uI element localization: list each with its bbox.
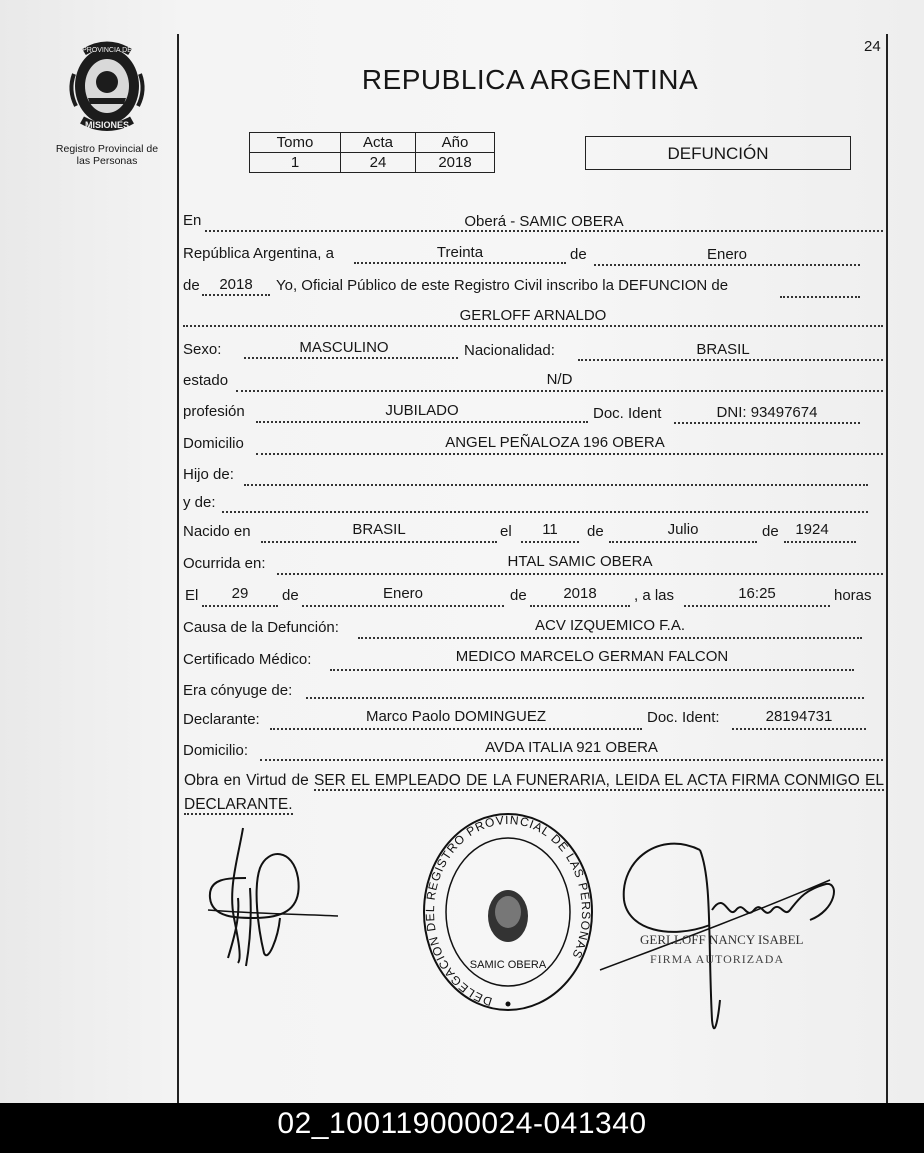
certificado-dotted-line — [330, 669, 854, 671]
domicilio2-label: Domicilio: — [183, 742, 249, 759]
register-table — [249, 132, 495, 173]
el-label-2: El — [185, 587, 199, 604]
fall-mes-dotted-line — [302, 605, 504, 607]
logo-caption-line-1: Registro Provincial de — [55, 143, 159, 155]
domicilio-value: ANGEL PEÑALOZA 196 OBERA — [445, 434, 665, 451]
yde-label: y de: — [183, 494, 216, 511]
hora-dotted-line — [684, 605, 830, 607]
right-margin-line — [886, 34, 888, 1103]
nacido-anio-dotted-line — [784, 541, 856, 543]
fall-anio-dotted-line — [530, 605, 630, 607]
alas-label: , a las — [634, 587, 675, 604]
year-value: 2018 — [219, 276, 253, 293]
register-value-tomo: 1 — [250, 153, 341, 173]
de-label-6: de — [510, 587, 527, 604]
register-value-acta: 24 — [341, 153, 416, 173]
day-word-value: Treinta — [436, 244, 484, 261]
name-dotted-line — [183, 325, 883, 327]
obra-label: Obra en Virtud de — [184, 772, 309, 789]
conyuge-dotted-line — [306, 697, 864, 699]
de-label-5: de — [282, 587, 299, 604]
profesion-dotted-line — [256, 421, 588, 423]
act-type-box: DEFUNCIÓN — [585, 136, 851, 170]
hijo-dotted-line — [244, 484, 868, 486]
day-dotted-line — [354, 262, 566, 264]
doc-value: DNI: 93497674 — [716, 404, 818, 421]
nacido-lugar-value: BRASIL — [352, 521, 406, 538]
de-label-4: de — [762, 523, 779, 540]
fall-anio-value: 2018 — [563, 585, 597, 602]
nacido-mes-dotted-line — [609, 541, 757, 543]
footer-code-bar: 02_100119000024-041340 — [0, 1103, 924, 1153]
register-header-tomo: Tomo — [250, 133, 341, 153]
profesion-label: profesión — [183, 403, 245, 420]
nacido-anio-value: 1924 — [795, 521, 829, 538]
sexo-label: Sexo: — [183, 341, 222, 358]
republica-label: República Argentina, a — [183, 245, 334, 262]
month-dotted-line — [594, 264, 860, 266]
seal-inner-text: SAMIC OBERA — [469, 959, 547, 971]
sexo-dotted-line — [244, 357, 458, 359]
deceased-name: GERLOFF ARNALDO — [459, 307, 607, 324]
conyuge-label: Era cónyuge de: — [183, 682, 293, 699]
declarant-signature — [198, 818, 348, 968]
en-label: En — [183, 212, 202, 229]
nacido-lugar-dotted-line — [261, 541, 497, 543]
left-margin-line — [177, 34, 179, 1103]
yde-dotted-line — [222, 511, 868, 513]
certificado-label: Certificado Médico: — [183, 651, 312, 668]
sexo-value: MASCULINO — [299, 339, 389, 356]
stamp-name: GERLLOFF NANCY ISABEL — [640, 932, 804, 947]
nacido-label: Nacido en — [183, 523, 251, 540]
doc-label: Doc. Ident — [593, 405, 662, 422]
register-header-anio: Año — [416, 133, 495, 153]
domicilio2-value: AVDA ITALIA 921 OBERA — [485, 739, 658, 756]
year-dotted-line — [202, 294, 270, 296]
certificado-value: MEDICO MARCELO GERMAN FALCON — [455, 648, 729, 665]
fall-dia-dotted-line — [202, 605, 278, 607]
official-seal — [420, 808, 596, 1018]
ocurrida-value: HTAL SAMIC OBERA — [507, 553, 653, 570]
de-label-1: de — [570, 246, 587, 263]
stamp-caption: FIRMA AUTORIZADA — [650, 952, 785, 966]
authorized-signature — [600, 820, 850, 1050]
page-title: REPUBLICA ARGENTINA — [361, 64, 699, 95]
ocurrida-dotted-line — [277, 573, 883, 575]
causa-value: ACV IZQUEMICO F.A. — [534, 617, 685, 634]
inscribo-text: Yo, Oficial Público de este Registro Civil inscribo la DEFUNCION de — [276, 277, 729, 294]
domicilio-dotted-line — [256, 453, 883, 455]
horas-label: horas — [834, 587, 872, 604]
fall-dia-value: 29 — [231, 585, 249, 602]
misiones-crest-logo — [62, 40, 152, 132]
de-label-3: de — [587, 523, 604, 540]
estado-dotted-line — [236, 390, 883, 392]
domicilio2-dotted-line — [260, 759, 883, 761]
logo-top-text: PROVINCIA DE — [82, 47, 132, 54]
doc2-value: 28194731 — [765, 708, 833, 725]
fall-mes-value: Enero — [382, 585, 424, 602]
register-header-acta: Acta — [341, 133, 416, 153]
nacido-dia-dotted-line — [521, 541, 579, 543]
doc-dotted-line — [674, 422, 860, 424]
nacido-mes-value: Julio — [667, 521, 699, 538]
hora-value: 16:25 — [738, 585, 776, 602]
estado-value: N/D — [546, 371, 573, 388]
profesion-value: JUBILADO — [385, 402, 459, 419]
el-label: el — [500, 523, 512, 540]
en-value: Oberá - SAMIC OBERA — [464, 213, 624, 230]
logo-caption — [44, 143, 170, 167]
month-value: Enero — [706, 246, 748, 263]
logo-caption-line-2: las Personas — [76, 155, 138, 167]
de-label-2: de — [183, 277, 200, 294]
nacido-dia-value: 11 — [542, 521, 558, 538]
causa-label: Causa de la Defunción: — [183, 619, 339, 636]
doc2-dotted-line — [732, 728, 866, 730]
logo-bottom-text: MISIONES — [84, 120, 130, 130]
inscribo-dotted-line — [780, 296, 860, 298]
obra-text: SER EL EMPLEADO DE LA FUNERARIA, LEIDA EL ACTA FIRMA CONMIGO EL DECLARANTE. — [184, 772, 884, 813]
declarante-value: Marco Paolo DOMINGUEZ — [365, 708, 547, 725]
hijo-label: Hijo de: — [183, 466, 234, 483]
causa-dotted-line — [358, 637, 862, 639]
declarante-label: Declarante: — [183, 711, 260, 728]
doc2-label: Doc. Ident: — [647, 709, 720, 726]
seal-ring-text: DELEGACIÓN DEL REGISTRO PROVINCIAL DE LAS PERSONAS — [422, 812, 594, 1009]
nacionalidad-dotted-line — [578, 359, 883, 361]
nacionalidad-label: Nacionalidad: — [464, 342, 555, 359]
en-dotted-line — [205, 230, 883, 232]
register-value-anio: 2018 — [416, 153, 495, 173]
estado-label: estado — [183, 372, 229, 389]
nacionalidad-value: BRASIL — [696, 341, 750, 358]
page-number: 24 — [864, 38, 881, 55]
domicilio-label: Domicilio — [183, 435, 244, 452]
ocurrida-label: Ocurrida en: — [183, 555, 266, 572]
declarante-dotted-line — [270, 728, 642, 730]
